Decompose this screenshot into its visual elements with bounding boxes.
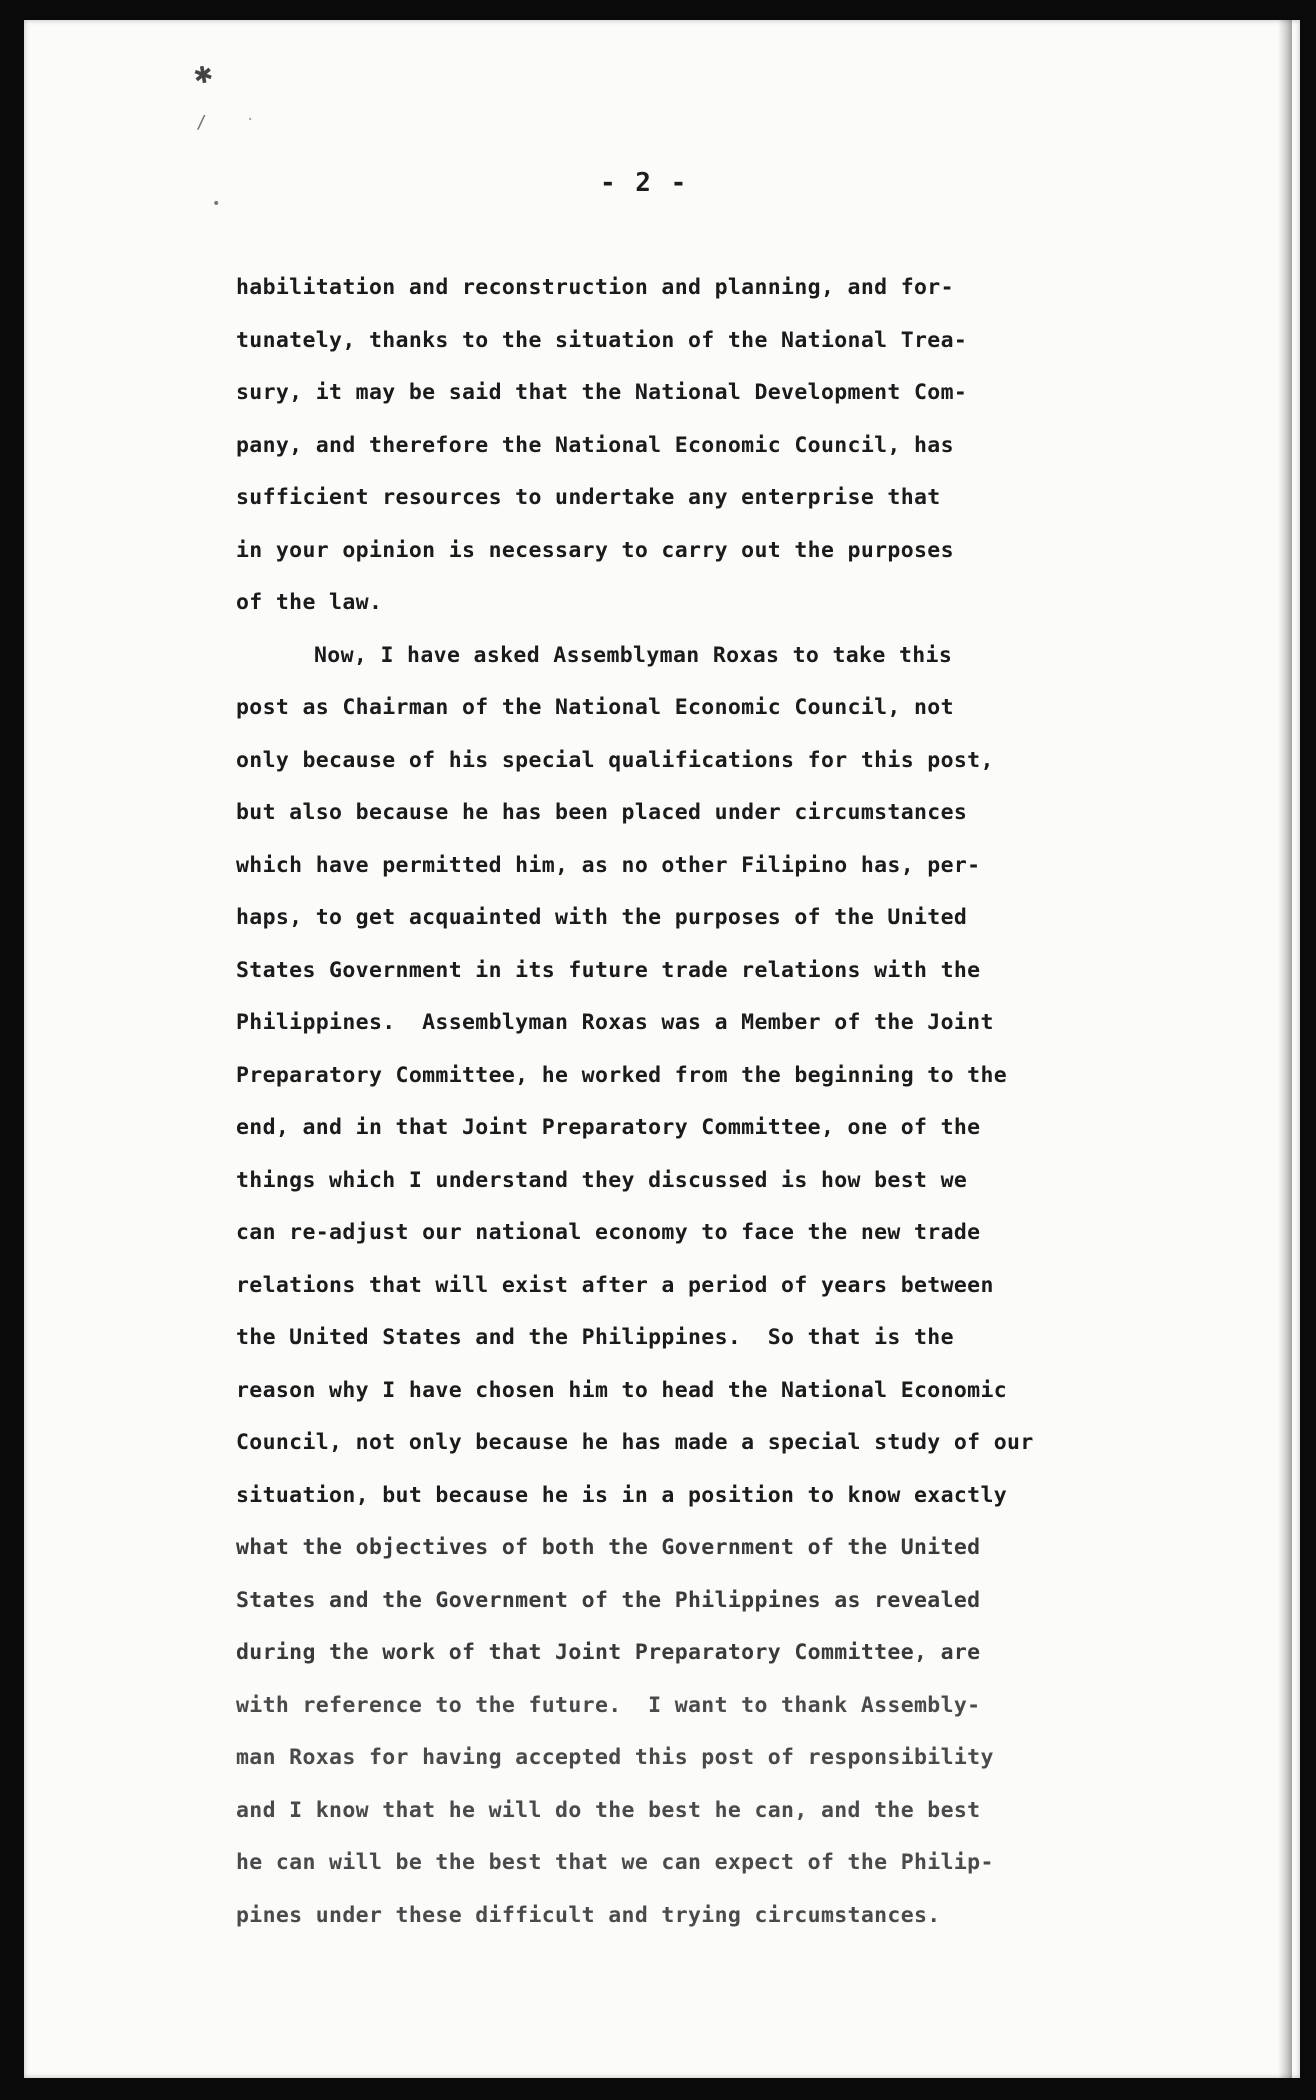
text-line: Philippines. Assemblyman Roxas was a Member of the Joint [236,1010,994,1035]
ink-mark: · [246,112,255,128]
text-line: things which I understand they discussed is how best we [236,1167,968,1193]
text-line: States Government in its future trade relations with the [236,957,981,983]
text-line: post as Chairman of the National Economic Council, not [236,695,954,720]
text-line: Preparatory Committee, he worked from the beginning to the [236,1062,1008,1088]
text-line: haps, to get acquainted with the purposes of the United [236,905,968,930]
text-line: with reference to the future. I want to thank Assembly- [236,1692,981,1718]
text-line: what the objectives of both the Government of the United [236,1535,981,1560]
text-line: the United States and the Philippines. So that is the [236,1325,954,1350]
text-line: Council, not only because he has made a special study of our [236,1430,1034,1455]
text-line: can re-adjust our national economy to face the new trade [236,1220,981,1245]
ink-smudge: ✱ [191,54,215,93]
document-body [236,262,1236,1942]
text-line: and I know that he will do the best he can, and the best [236,1797,981,1823]
text-line: sury, it may be said that the National Development Com- [236,380,968,405]
text-line: of the law. [236,590,383,615]
text-line: he can will be the best that we can expect of the Philip- [236,1850,994,1875]
text-line: States and the Government of the Philippines as revealed [236,1587,981,1613]
text-line: reason why I have chosen him to head the National Economic [236,1377,1008,1403]
text-line: sufficient resources to undertake any enterprise that [236,485,941,510]
text-line: man Roxas for having accepted this post of responsibility [236,1745,994,1770]
ink-mark: • [212,196,221,212]
text-line: tunately, thanks to the situation of the National Trea- [236,327,968,353]
text-line: end, and in that Joint Preparatory Committee, one of the [236,1115,981,1140]
page-number: - 2 - [600,168,689,198]
text-line: but also because he has been placed under circumstances [236,800,968,825]
paragraph [236,630,1236,1943]
text-line: pany, and therefore the National Economic Council, has [236,432,954,458]
text-line: in your opinion is necessary to carry out the purposes [236,537,954,563]
text-line: relations that will exist after a period of years between [236,1272,994,1298]
text-line: pines under these difficult and trying circumstances. [236,1902,941,1928]
text-line: habilitation and reconstruction and planning, and for- [236,275,954,300]
text-line: which have permitted him, as no other Filipino has, per- [236,852,981,878]
text-line: only because of his special qualifications for this post, [236,747,994,773]
text-line: situation, but because he is in a position to know exactly [236,1482,1008,1508]
ink-mark: / [196,112,207,133]
text-line: Now, I have asked Assemblyman Roxas to take this [314,642,953,668]
page-edge-shadow [1278,20,1292,2078]
text-line: during the work of that Joint Preparatory Committee, are [236,1640,981,1665]
paragraph [236,262,1236,630]
